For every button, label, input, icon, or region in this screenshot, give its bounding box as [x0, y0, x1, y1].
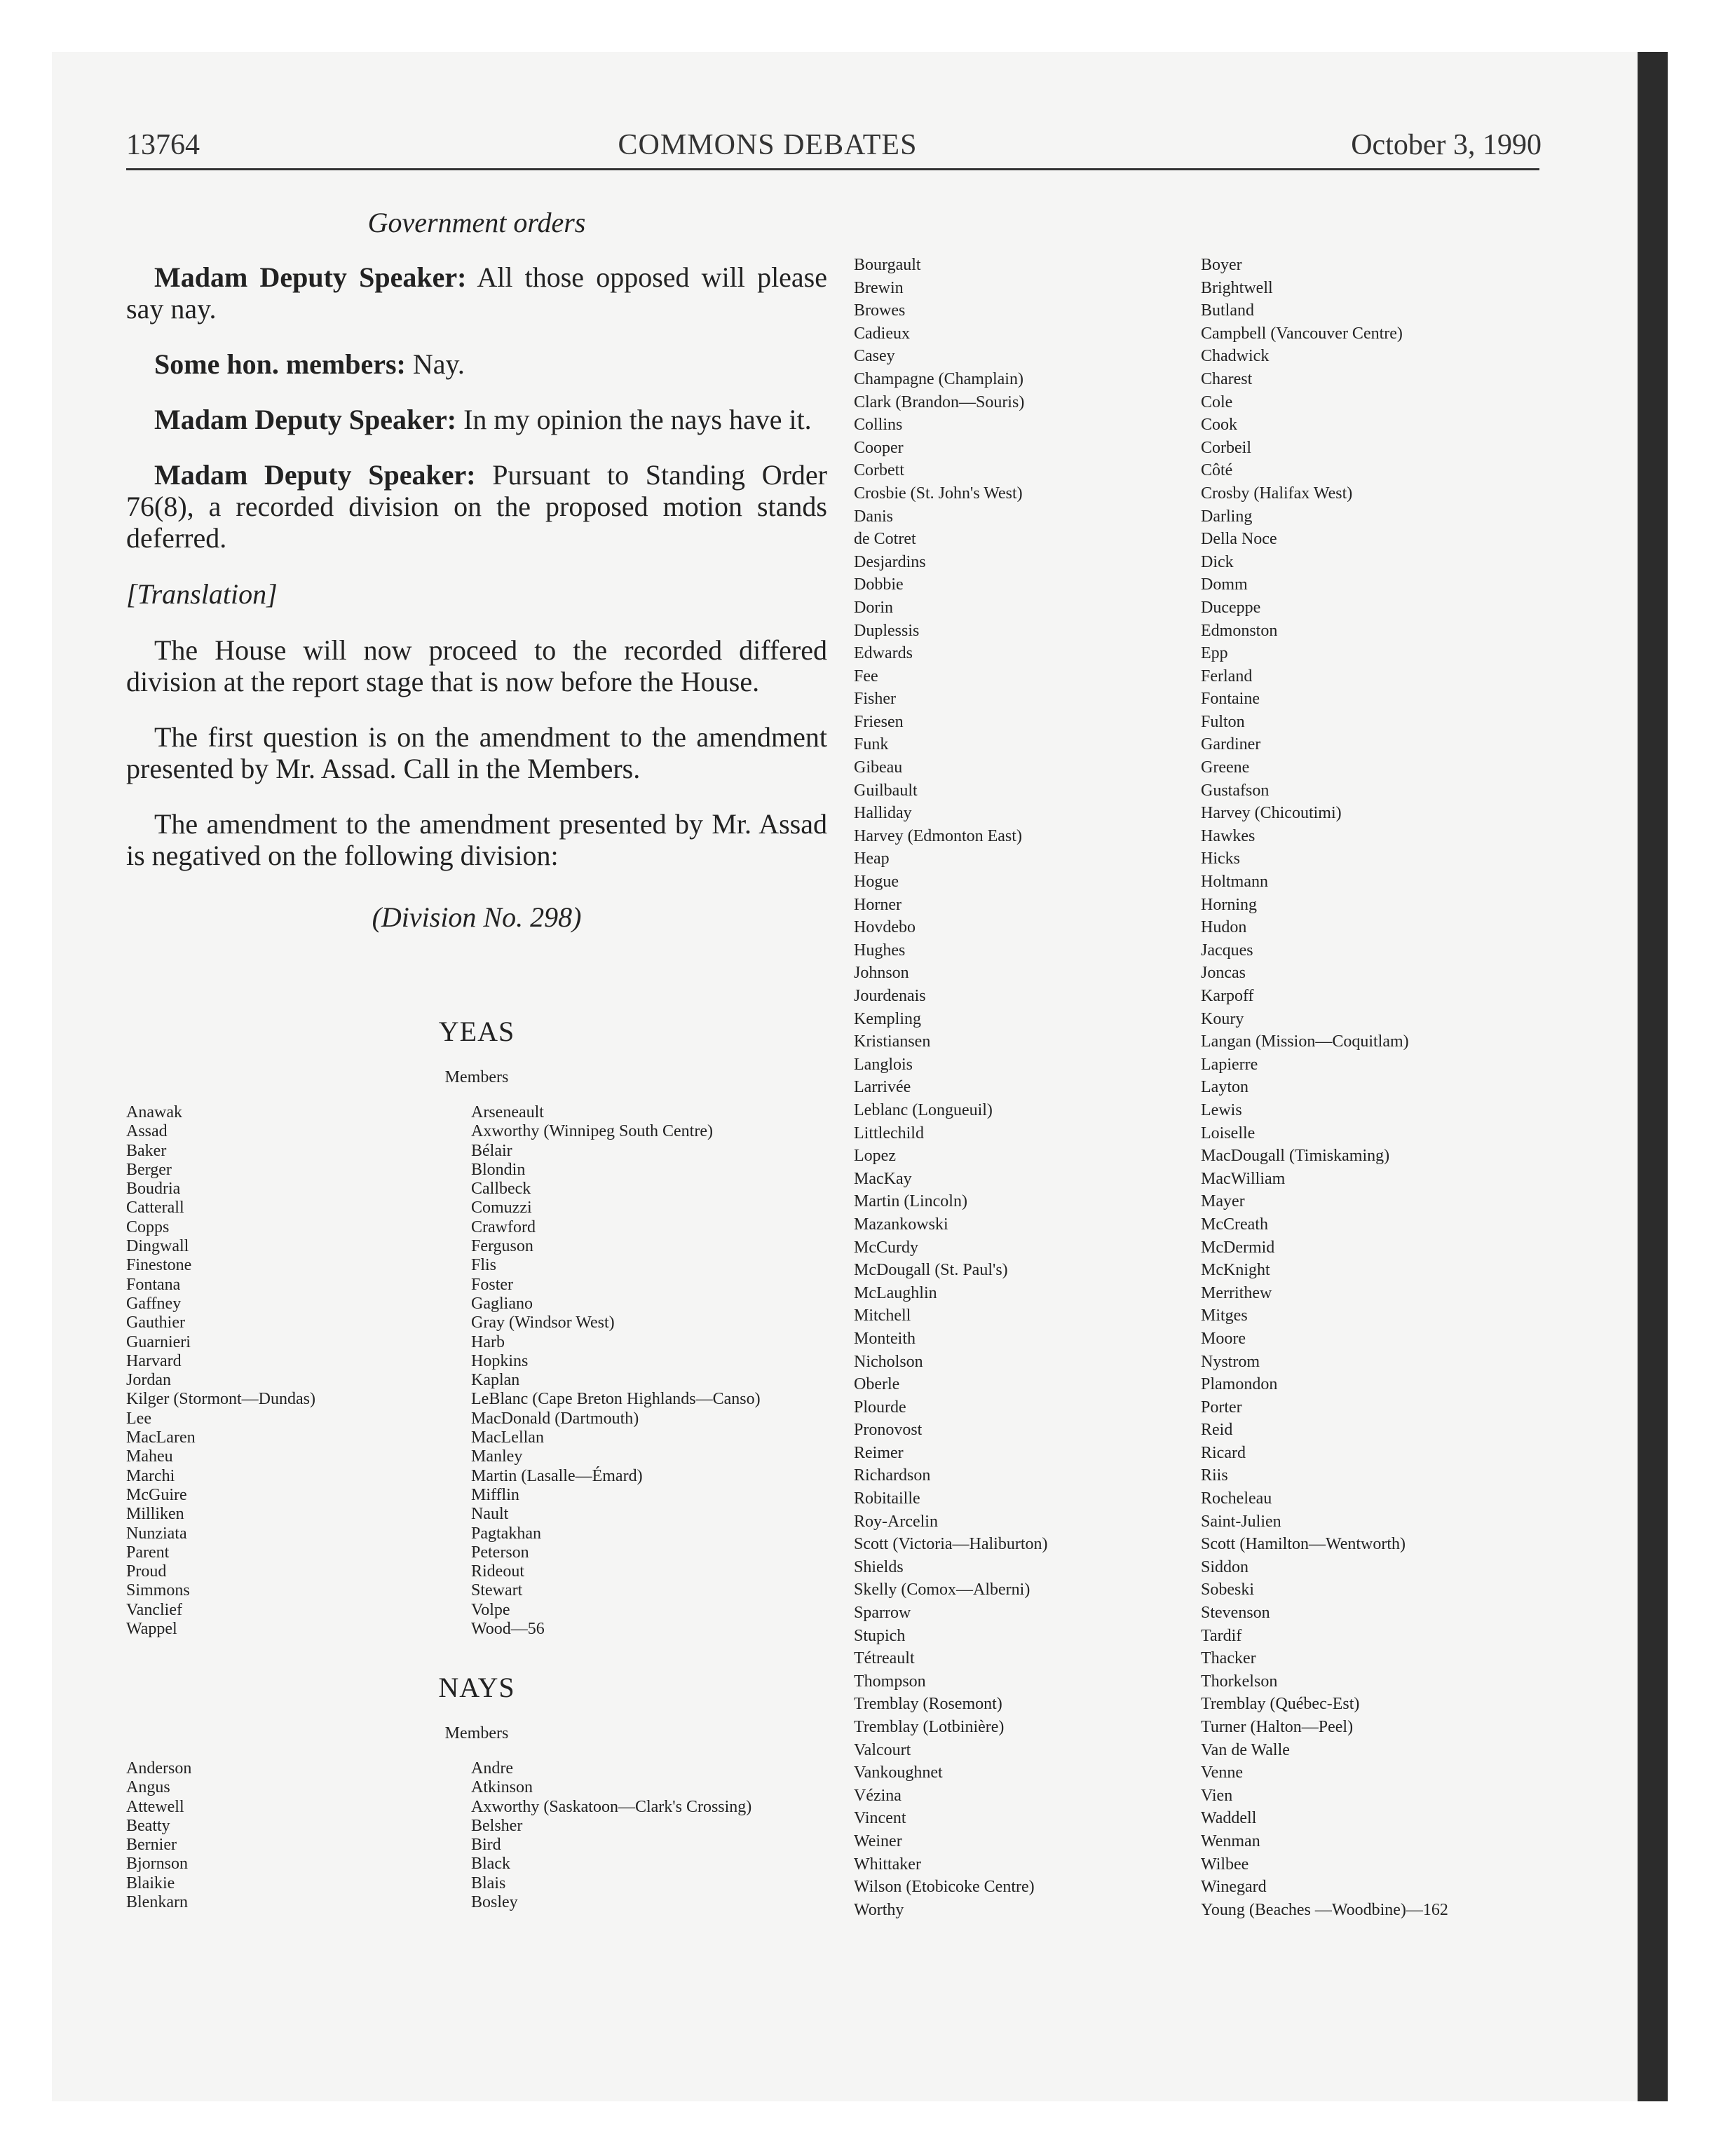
member-name: Atkinson — [471, 1778, 533, 1797]
member-name: Hogue — [854, 873, 899, 892]
member-name: Pagtakhan — [471, 1524, 541, 1543]
member-name: Kristiansen — [854, 1032, 931, 1051]
member-name: Moore — [1201, 1329, 1246, 1348]
member-name: Kempling — [854, 1009, 921, 1028]
member-name: Collins — [854, 416, 903, 435]
member-name: Blenkarn — [126, 1893, 188, 1912]
member-name: Gibeau — [854, 758, 903, 777]
member-name: Cadieux — [854, 324, 910, 343]
member-name: Horner — [854, 895, 901, 914]
member-name: Harvey (Edmonton East) — [854, 826, 1022, 845]
member-name: Langlois — [854, 1055, 913, 1074]
speaker-name: Madam Deputy Speaker: — [154, 261, 467, 293]
member-name: Funk — [854, 735, 889, 754]
member-name: McLaughlin — [854, 1283, 937, 1302]
division-number: (Division No. 298) — [372, 901, 582, 933]
speech-text: Nay. — [405, 348, 465, 380]
member-name: Tremblay (Québec-Est) — [1201, 1695, 1360, 1714]
member-name: Gaffney — [126, 1294, 182, 1313]
member-name: Harb — [471, 1332, 505, 1351]
member-name: LeBlanc (Cape Breton Highlands—Canso) — [471, 1390, 761, 1409]
member-name: Duplessis — [854, 621, 920, 640]
member-name: Jacques — [1201, 941, 1253, 960]
member-name: Assad — [126, 1122, 168, 1141]
member-name: Oberle — [854, 1375, 900, 1394]
member-name: Casey — [854, 347, 895, 366]
member-name: Monteith — [854, 1329, 916, 1348]
member-name: Hopkins — [471, 1351, 529, 1370]
member-name: de Cotret — [854, 530, 916, 549]
member-name: Guilbault — [854, 781, 918, 800]
member-name: Axworthy (Winnipeg South Centre) — [471, 1122, 713, 1141]
member-name: Blondin — [471, 1160, 526, 1179]
member-name: Saint-Julien — [1201, 1512, 1281, 1531]
member-name: Layton — [1201, 1078, 1248, 1097]
speaker-name: Some hon. members: — [154, 348, 406, 380]
member-name: Greene — [1201, 758, 1250, 777]
member-name: Proud — [126, 1562, 167, 1581]
member-name: Dick — [1201, 552, 1234, 571]
member-name: Brewin — [854, 278, 904, 297]
member-name: Bjornson — [126, 1855, 189, 1874]
member-name: Bélair — [471, 1141, 512, 1160]
member-name: Richardson — [854, 1466, 931, 1485]
speech-paragraph — [126, 404, 827, 435]
member-name: Gray (Windsor West) — [471, 1314, 615, 1332]
member-name: Heap — [854, 850, 890, 868]
member-name: Andre — [471, 1759, 513, 1778]
member-name: Scott (Hamilton—Wentworth) — [1201, 1535, 1406, 1554]
member-name: Fulton — [1201, 712, 1245, 731]
member-name: Nicholson — [854, 1352, 923, 1371]
member-name: MacDougall (Timiskaming) — [1201, 1147, 1390, 1166]
member-name: Maheu — [126, 1447, 173, 1466]
member-name: Boyer — [1201, 256, 1242, 274]
member-name: Anawak — [126, 1103, 182, 1121]
member-name: Winegard — [1201, 1878, 1267, 1897]
member-name: Hudon — [1201, 918, 1247, 937]
speech-text: Pursuant to Standing Order 76(8), a recorded division on the proposed motion stands deferred. — [126, 459, 828, 554]
member-name: Vien — [1201, 1786, 1233, 1805]
member-name: Fisher — [854, 690, 896, 709]
member-name: Skelly (Comox—Alberni) — [854, 1581, 1030, 1599]
member-name: Tremblay (Rosemont) — [854, 1695, 1002, 1714]
member-name: Peterson — [471, 1543, 529, 1562]
yeas-list-col1 — [126, 1103, 315, 1639]
member-name: Angus — [126, 1778, 170, 1797]
member-name: Mayer — [1201, 1192, 1245, 1211]
member-name: Leblanc (Longueuil) — [854, 1100, 993, 1119]
member-name: Arseneault — [471, 1103, 544, 1121]
member-name: Roy-Arcelin — [854, 1512, 938, 1531]
member-name: Flis — [471, 1256, 497, 1275]
member-name: Anderson — [126, 1759, 192, 1778]
debate-text-column — [126, 196, 827, 955]
member-name: Kaplan — [471, 1371, 520, 1390]
member-name: Butland — [1201, 301, 1254, 320]
member-name: Dobbie — [854, 575, 904, 594]
member-name: Weiner — [854, 1831, 902, 1850]
member-name: Darling — [1201, 507, 1253, 526]
member-name: Attewell — [126, 1797, 184, 1816]
scan-edge-shadow — [1638, 52, 1668, 2101]
member-name: Domm — [1201, 575, 1248, 594]
nays-list-col3 — [854, 254, 1048, 1921]
member-name: Larrivée — [854, 1078, 911, 1097]
nays-subheading: Members — [444, 1724, 509, 1742]
member-name: Karpoff — [1201, 987, 1254, 1005]
member-name: Desjardins — [854, 552, 926, 571]
body-paragraph: The amendment to the amendment presented by Mr. Assad is negatived on the following division: — [126, 808, 827, 871]
member-name: Browes — [854, 301, 906, 320]
member-name: Campbell (Vancouver Centre) — [1201, 324, 1403, 343]
member-name: Beatty — [126, 1816, 170, 1835]
member-name: Kilger (Stormont—Dundas) — [126, 1390, 315, 1409]
member-name: Vincent — [854, 1809, 906, 1828]
member-name: Hughes — [854, 941, 906, 960]
member-name: MacLaren — [126, 1428, 196, 1447]
member-name: Turner (Halton—Peel) — [1201, 1718, 1354, 1736]
member-name: Foster — [471, 1275, 513, 1294]
member-name: Shields — [854, 1557, 904, 1576]
nays-list-col4 — [1201, 254, 1448, 1921]
member-name: Martin (Lasalle—Émard) — [471, 1466, 643, 1485]
member-name: Johnson — [854, 964, 909, 983]
member-name: Nunziata — [126, 1524, 187, 1543]
member-name: Loiselle — [1201, 1124, 1256, 1142]
member-name: Mazankowski — [854, 1215, 948, 1234]
member-name: Littlechild — [854, 1124, 924, 1142]
member-name: Baker — [126, 1141, 167, 1160]
member-name: Cooper — [854, 438, 904, 457]
member-name: Lewis — [1201, 1100, 1242, 1119]
member-name: Plamondon — [1201, 1375, 1278, 1394]
member-name: Cook — [1201, 416, 1238, 435]
member-name: Wappel — [126, 1620, 177, 1639]
member-name: Crosby (Halifax West) — [1201, 484, 1353, 503]
member-name: Porter — [1201, 1398, 1242, 1417]
member-name: Mitchell — [854, 1306, 911, 1325]
member-name: Rocheleau — [1201, 1489, 1272, 1508]
nays-heading: NAYS — [438, 1672, 515, 1703]
member-name: Bourgault — [854, 256, 921, 274]
nays-list-col1 — [126, 1759, 191, 1912]
member-name: Bird — [471, 1836, 501, 1855]
member-name: Reimer — [854, 1443, 904, 1462]
member-name: Lapierre — [1201, 1055, 1258, 1074]
speech-paragraph — [126, 261, 827, 325]
member-name: Fontaine — [1201, 690, 1260, 709]
member-name: Fontana — [126, 1275, 181, 1294]
member-name: Boudria — [126, 1180, 181, 1199]
member-name: Venne — [1201, 1763, 1243, 1782]
member-name: Bosley — [471, 1893, 518, 1912]
member-name: McGuire — [126, 1485, 187, 1504]
member-name: Gustafson — [1201, 781, 1270, 800]
member-name: Lee — [126, 1409, 151, 1428]
member-name: Catterall — [126, 1199, 184, 1217]
member-name: Langan (Mission—Coquitlam) — [1201, 1032, 1409, 1051]
member-name: Mitges — [1201, 1306, 1248, 1325]
member-name: Crawford — [471, 1217, 536, 1236]
member-name: Gardiner — [1201, 735, 1261, 754]
yeas-subheading: Members — [444, 1068, 509, 1086]
speech-text: All those opposed will please say nay. — [126, 261, 828, 325]
member-name: MacLellan — [471, 1428, 544, 1447]
member-name: Tétreault — [854, 1649, 915, 1668]
member-name: Champagne (Champlain) — [854, 369, 1023, 388]
member-name: Crosbie (St. John's West) — [854, 484, 1023, 503]
member-name: Joncas — [1201, 964, 1246, 983]
member-name: Volpe — [471, 1600, 510, 1619]
member-name: Axworthy (Saskatoon—Clark's Crossing) — [471, 1797, 752, 1816]
member-name: Halliday — [854, 804, 912, 823]
member-name: Whittaker — [854, 1855, 921, 1874]
member-name: Parent — [126, 1543, 170, 1562]
section-title: Government orders — [367, 207, 586, 238]
member-name: Comuzzi — [471, 1199, 532, 1217]
member-name: Della Noce — [1201, 530, 1277, 549]
member-name: Fee — [854, 667, 878, 685]
member-name: Pronovost — [854, 1421, 923, 1440]
member-name: Lopez — [854, 1147, 896, 1166]
member-name: McDougall (St. Paul's) — [854, 1261, 1008, 1280]
member-name: Wilbee — [1201, 1855, 1249, 1874]
member-name: Koury — [1201, 1009, 1244, 1028]
member-name: Manley — [471, 1447, 523, 1466]
member-name: Merrithew — [1201, 1283, 1272, 1302]
member-name: Blaikie — [126, 1874, 175, 1892]
member-name: Waddell — [1201, 1809, 1257, 1828]
member-name: Cole — [1201, 393, 1233, 411]
member-name: Vézina — [854, 1786, 901, 1805]
member-name: Jourdenais — [854, 987, 926, 1005]
member-name: Robitaille — [854, 1489, 920, 1508]
nays-list-col2 — [471, 1759, 751, 1912]
member-name: Brightwell — [1201, 278, 1273, 297]
member-name: Hovdebo — [854, 918, 916, 937]
member-name: Jordan — [126, 1371, 171, 1390]
member-name: Wood—56 — [471, 1620, 545, 1639]
member-name: Thompson — [854, 1672, 926, 1691]
member-name: Duceppe — [1201, 598, 1261, 617]
page-number: 13764 — [126, 129, 200, 161]
member-name: Clark (Brandon—Souris) — [854, 393, 1025, 411]
speaker-name: Madam Deputy Speaker: — [154, 459, 476, 491]
member-name: Thorkelson — [1201, 1672, 1278, 1691]
member-name: Hicks — [1201, 850, 1240, 868]
member-name: Tardif — [1201, 1626, 1242, 1645]
member-name: Charest — [1201, 369, 1253, 388]
member-name: Copps — [126, 1217, 170, 1236]
member-name: Simmons — [126, 1581, 190, 1600]
member-name: Belsher — [471, 1816, 523, 1835]
member-name: Rideout — [471, 1562, 524, 1581]
body-paragraph: The first question is on the amendment to the amendment presented by Mr. Assad. Call in the Members. — [126, 721, 827, 784]
member-name: Wenman — [1201, 1831, 1260, 1850]
member-name: Gagliano — [471, 1294, 533, 1313]
member-name: Blais — [471, 1874, 506, 1892]
member-name: Ferguson — [471, 1237, 533, 1256]
member-name: Ferland — [1201, 667, 1253, 685]
translation-note: [Translation] — [126, 578, 278, 610]
speech-paragraph — [126, 348, 827, 380]
yeas-list-col2 — [471, 1103, 761, 1639]
member-name: Black — [471, 1855, 510, 1874]
yeas-heading: YEAS — [438, 1016, 515, 1047]
member-name: McKnight — [1201, 1261, 1270, 1280]
member-name: Callbeck — [471, 1180, 531, 1199]
member-name: Stupich — [854, 1626, 906, 1645]
member-name: Vankoughnet — [854, 1763, 943, 1782]
member-name: Horning — [1201, 895, 1257, 914]
member-name: Edwards — [854, 644, 913, 663]
member-name: Hawkes — [1201, 826, 1256, 845]
member-name: Corbeil — [1201, 438, 1251, 457]
member-name: Riis — [1201, 1466, 1228, 1485]
member-name: MacDonald (Dartmouth) — [471, 1409, 639, 1428]
body-paragraph: The House will now proceed to the recorded differed division at the report stage that is now before the House. — [126, 634, 827, 697]
member-name: Reid — [1201, 1421, 1233, 1440]
speech-paragraph — [126, 459, 827, 554]
speech-text: In my opinion the nays have it. — [456, 404, 812, 435]
speaker-name: Madam Deputy Speaker: — [154, 404, 457, 435]
member-name: MacWilliam — [1201, 1169, 1286, 1188]
member-name: Guarnieri — [126, 1332, 191, 1351]
member-name: Berger — [126, 1160, 172, 1179]
member-name: Côté — [1201, 461, 1233, 480]
member-name: Plourde — [854, 1398, 906, 1417]
member-name: Thacker — [1201, 1649, 1256, 1668]
member-name: MacKay — [854, 1169, 912, 1188]
member-name: Vanclief — [126, 1600, 182, 1619]
member-name: Mifflin — [471, 1485, 519, 1504]
member-name: Ricard — [1201, 1443, 1246, 1462]
member-name: Chadwick — [1201, 347, 1270, 366]
member-name: Harvey (Chicoutimi) — [1201, 804, 1342, 823]
header-rule — [126, 168, 1539, 170]
member-name: Scott (Victoria—Haliburton) — [854, 1535, 1048, 1554]
publication-date: October 3, 1990 — [1351, 129, 1542, 161]
member-name: Bernier — [126, 1836, 177, 1855]
member-name: Young (Beaches —Woodbine)—162 — [1201, 1900, 1448, 1919]
member-name: Milliken — [126, 1505, 184, 1524]
member-name: Valcourt — [854, 1740, 911, 1759]
member-name: Stevenson — [1201, 1604, 1270, 1623]
member-name: Nault — [471, 1505, 509, 1524]
member-name: McCreath — [1201, 1215, 1268, 1234]
member-name: Martin (Lincoln) — [854, 1192, 967, 1211]
member-name: Gauthier — [126, 1314, 185, 1332]
member-name: Finestone — [126, 1256, 192, 1275]
member-name: Harvard — [126, 1351, 182, 1370]
member-name: Tremblay (Lotbinière) — [854, 1718, 1005, 1736]
member-name: Holtmann — [1201, 873, 1268, 892]
member-name: Worthy — [854, 1900, 904, 1919]
member-name: Siddon — [1201, 1557, 1249, 1576]
member-name: Danis — [854, 507, 893, 526]
publication-title: COMMONS DEBATES — [618, 129, 918, 161]
member-name: Wilson (Etobicoke Centre) — [854, 1878, 1035, 1897]
member-name: Corbett — [854, 461, 904, 480]
member-name: Stewart — [471, 1581, 523, 1600]
member-name: Van de Walle — [1201, 1740, 1290, 1759]
member-name: Sparrow — [854, 1604, 911, 1623]
member-name: Marchi — [126, 1466, 175, 1485]
member-name: Dingwall — [126, 1237, 189, 1256]
member-name: Sobeski — [1201, 1581, 1255, 1599]
member-name: Dorin — [854, 598, 893, 617]
member-name: Epp — [1201, 644, 1228, 663]
member-name: Friesen — [854, 712, 904, 731]
member-name: McDermid — [1201, 1238, 1275, 1257]
member-name: Edmonston — [1201, 621, 1278, 640]
member-name: McCurdy — [854, 1238, 918, 1257]
member-name: Nystrom — [1201, 1352, 1260, 1371]
